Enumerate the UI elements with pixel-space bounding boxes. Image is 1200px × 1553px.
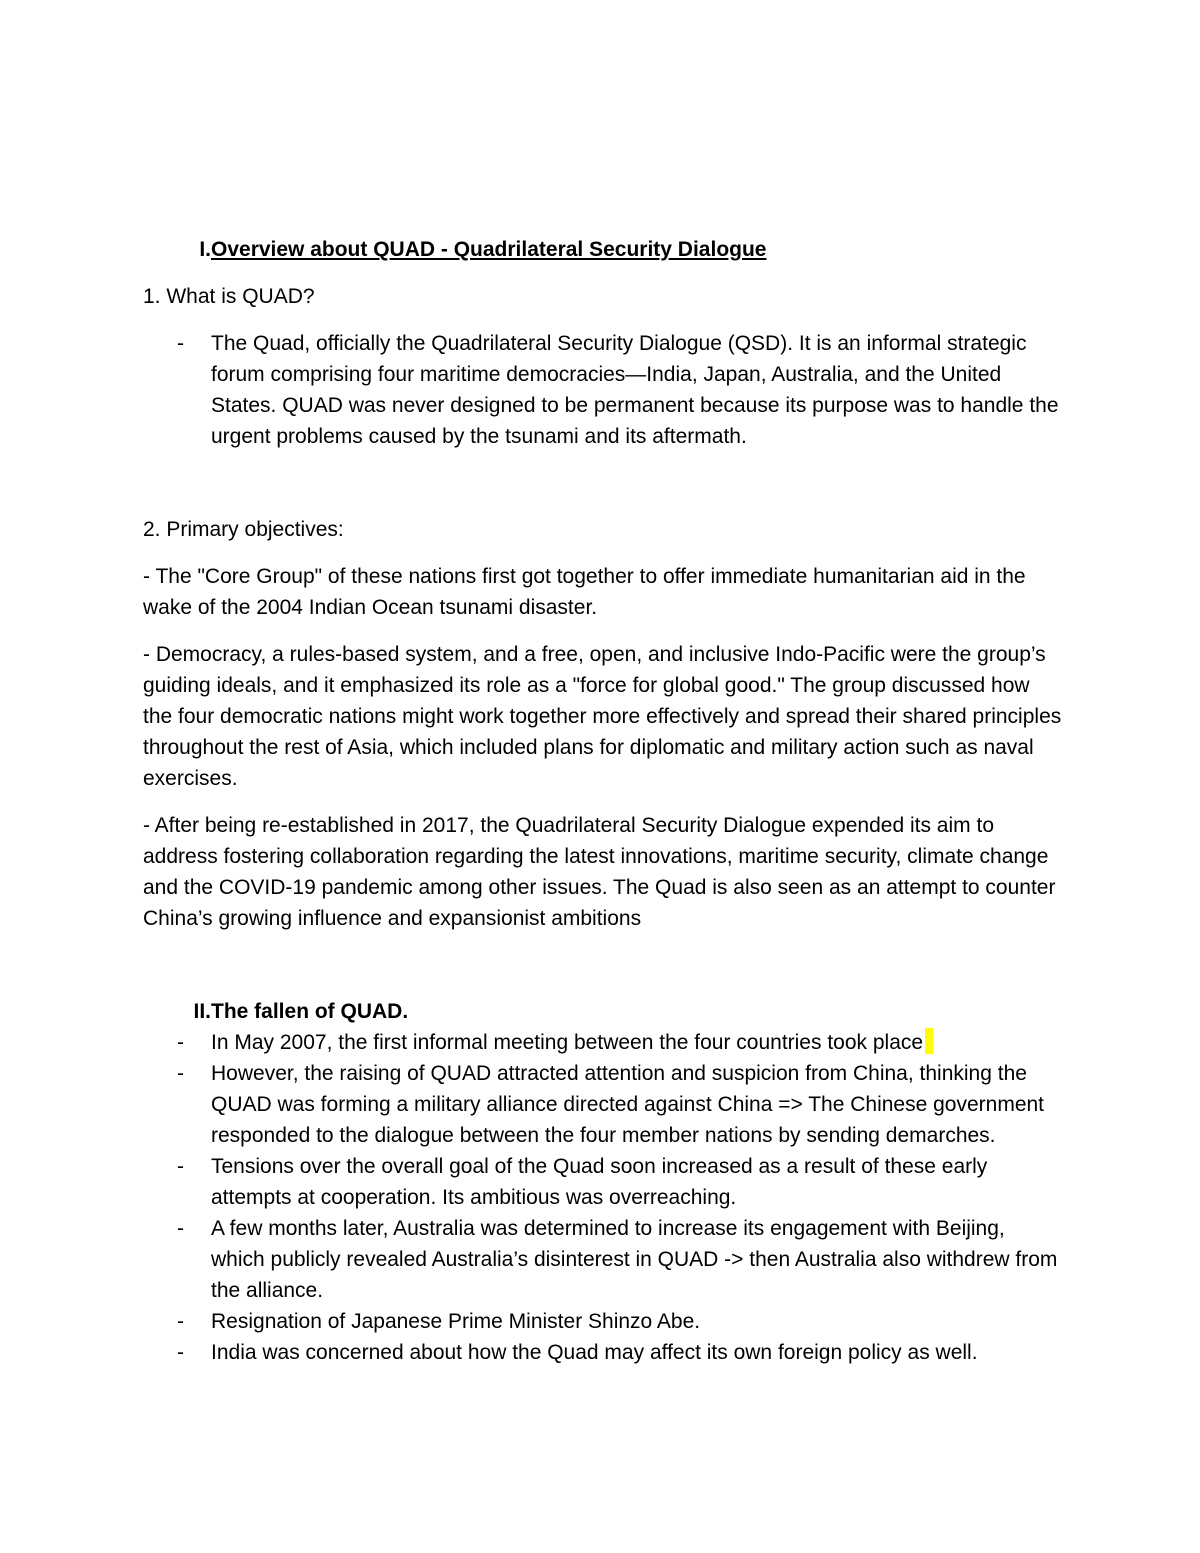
list-item	[143, 1337, 1063, 1368]
dash-marker: -	[177, 1310, 184, 1333]
document-body	[143, 234, 1063, 1368]
what-is-quad-list	[143, 328, 1063, 452]
list-item	[143, 1058, 1063, 1151]
list-item	[143, 1151, 1063, 1213]
list-item-text: A few months later, Australia was determined to increase its engagement with Beijing, which publicly revealed Australia’s disinterest in QUAD -> then Australia also withdrew from the alliance.	[211, 1217, 1058, 1302]
dash-marker: -	[177, 1341, 184, 1364]
list-item	[143, 328, 1063, 452]
dash-marker: -	[177, 1031, 184, 1054]
list-item	[143, 1027, 1063, 1058]
subheading-primary-objectives: 2. Primary objectives:	[143, 518, 344, 541]
objective-paragraph: - The "Core Group" of these nations first got together to offer immediate humanitarian aid in the wake of the 2004 Indian Ocean tsunami disaster.	[143, 565, 1026, 619]
section-1-title: Overview about QUAD - Quadrilateral Security Dialogue	[211, 238, 767, 261]
list-item	[143, 1213, 1063, 1306]
list-item-text	[211, 1027, 1063, 1058]
objective-paragraph: - After being re-established in 2017, the Quadrilateral Security Dialogue expended its aim to address fostering collaboration regarding the latest innovations, maritime security, climate change and the COVID-19 pandemic among other issues. The Quad is also seen as an attempt to counter China’s growing influence and expansionist ambitions	[143, 814, 1056, 930]
list-item-text-content: In May 2007, the first informal meeting between the four countries took place	[211, 1031, 924, 1054]
fallen-of-quad-list	[143, 1027, 1063, 1368]
section-2-numeral: II.	[193, 1000, 211, 1023]
objective-paragraph: - Democracy, a rules-based system, and a free, open, and inclusive Indo-Pacific were the group’s guiding ideals, and it emphasized its role as a "force for global good." The group discussed how the four democratic nations might work together more effectively and spread their shared principles throughout the rest of Asia, which included plans for diplomatic and military action such as naval exercises.	[143, 643, 1062, 790]
section-1-numeral: I.	[199, 238, 211, 261]
list-item-text: Tensions over the overall goal of the Quad soon increased as a result of these early attempts at cooperation. Its ambitious was overreaching.	[211, 1155, 988, 1209]
section-2-heading	[143, 996, 1063, 1027]
text-highlight-marker	[925, 1028, 933, 1054]
list-item-text: However, the raising of QUAD attracted attention and suspicion from China, thinking the QUAD was forming a military alliance directed against China => The Chinese government responded to the dialogue between the four member nations by sending demarches.	[211, 1062, 1045, 1147]
dash-marker: -	[177, 332, 184, 355]
list-item	[143, 1306, 1063, 1337]
list-item-text: The Quad, officially the Quadrilateral Security Dialogue (QSD). It is an informal strategic forum comprising four maritime democracies—India, Japan, Australia, and the United States. QUAD was never designed to be permanent because its purpose was to handle the urgent problems caused by the tsunami and its aftermath.	[211, 332, 1059, 448]
subheading-what-is-quad: 1. What is QUAD?	[143, 285, 315, 308]
dash-marker: -	[177, 1217, 184, 1240]
section-1-heading	[143, 234, 1063, 265]
dash-marker: -	[177, 1155, 184, 1178]
dash-marker: -	[177, 1062, 184, 1085]
list-item-text: India was concerned about how the Quad may affect its own foreign policy as well.	[211, 1341, 978, 1364]
section-2-title: The fallen of QUAD.	[211, 1000, 409, 1023]
list-item-text: Resignation of Japanese Prime Minister Shinzo Abe.	[211, 1310, 701, 1333]
